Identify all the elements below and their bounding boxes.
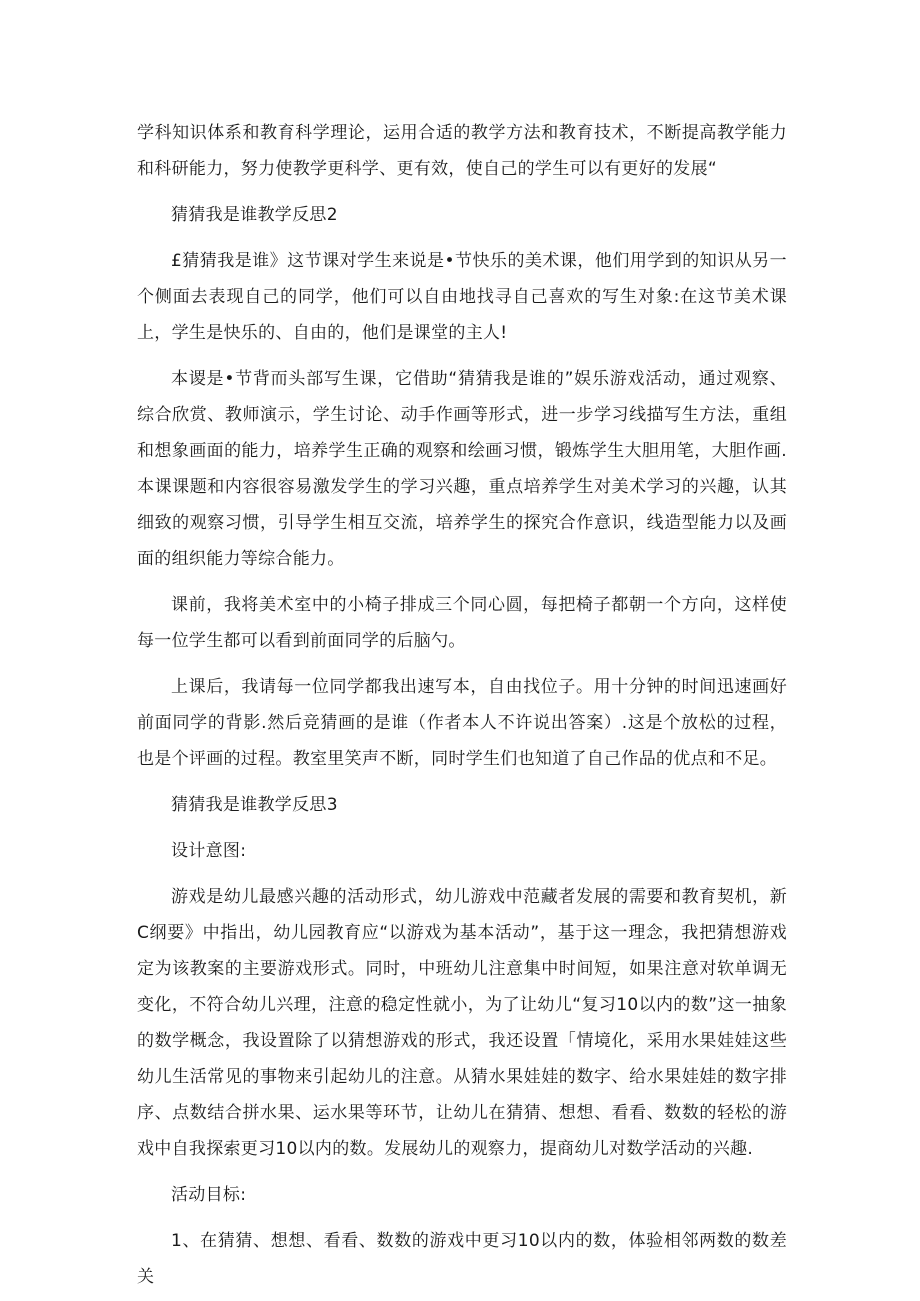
paragraph-continuation: 学科知识体系和教育科学理论，运用合适的教学方法和教育技术，不断提高教学能力和科研能力，努力使教学更科学、更有效，使自己的学生可以有更好的发展“ — [137, 123, 787, 179]
section-heading-3: 猜猜我是谁教学反思3 — [171, 795, 338, 815]
design-intent-label: 设计意图: — [171, 841, 247, 861]
paragraph: 课前，我将美术室中的小椅子排成三个同心圆，每把椅子都朝一个方向，这样使每一位学生都可以看到前面同学的后脑勺。 — [137, 595, 787, 651]
paragraph: 本谡是•节背而头部写生课，它借助“猜猜我是谁的”娱乐游戏活动，通过观察、综合欣赏、教师演示，学生讨论、动手作画等形式，进一步学习线描写生方法，重组和想象画面的能力，培养学生正确的观察和绘画习惯，锻炼学生大胆用笔，大胆作画.本课课题和内容很容易激发学生的学习兴趣，重点培养学生对美术学习的兴趣，认其细致的观察习惯，引导学生相互交流，培养学生的探究合作意识，线造型能力以及画面的组织能力等综合能力。 — [137, 369, 787, 569]
section-heading-2: 猜猜我是谁教学反思2 — [171, 205, 338, 225]
paragraph: 游戏是幼儿最感兴趣的活动形式，幼儿游戏中范藏者发展的需要和教育契机，新C纲要》中指出，幼儿园教育应“以游戏为基本活动”，基于这一理念，我把猜想游戏定为该教案的主要游戏形式。同时，中班幼儿注意集中时间短，如果注意对软单调无变化，不符合幼儿兴理，注意的稳定性就小，为了让幼儿“复习10以内的数”这一抽象的数学概念，我设置除了以猜想游戏的形式，我还设置「情境化，采用水果娃娃这些幼儿生活常见的事物来引起幼儿的注意。从猜水果娃娃的数字、给水果娃娃的数字排序、点数结合拼水果、运水果等环节，让幼儿在猜猜、想想、看看、数数的轻松的游戏中自我探索更习10以内的数。发展幼儿的观察力，提商幼儿对数学活动的兴趣. — [137, 887, 787, 1159]
activity-goals-label: 活动目标: — [171, 1185, 247, 1205]
paragraph: 1、在猜猜、想想、看看、数数的游戏中更习10以内的数，体验相邻两数的数差关 — [137, 1231, 787, 1287]
paragraph: 上课后，我请每一位同学都我出速写本，自由找位子。用十分钟的时间迅速画好前面同学的背影.然后竞猜画的是谁（作者本人不许说出答案）.这是个放松的过程，也是个评画的过程。教室里笑声不断，同时学生们也知道了自己作品的优点和不足。 — [137, 677, 787, 769]
document-body — [137, 115, 787, 1295]
paragraph: £猜猜我是谁》这节课对学生来说是•节快乐的美术课，他们用学到的知识从另一个侧面去表现自己的同学，他们可以自由地找寻自己喜欢的写生对象:在这节美术课上，学生是快乐的、自由的，他们是课堂的主人! — [137, 251, 787, 343]
